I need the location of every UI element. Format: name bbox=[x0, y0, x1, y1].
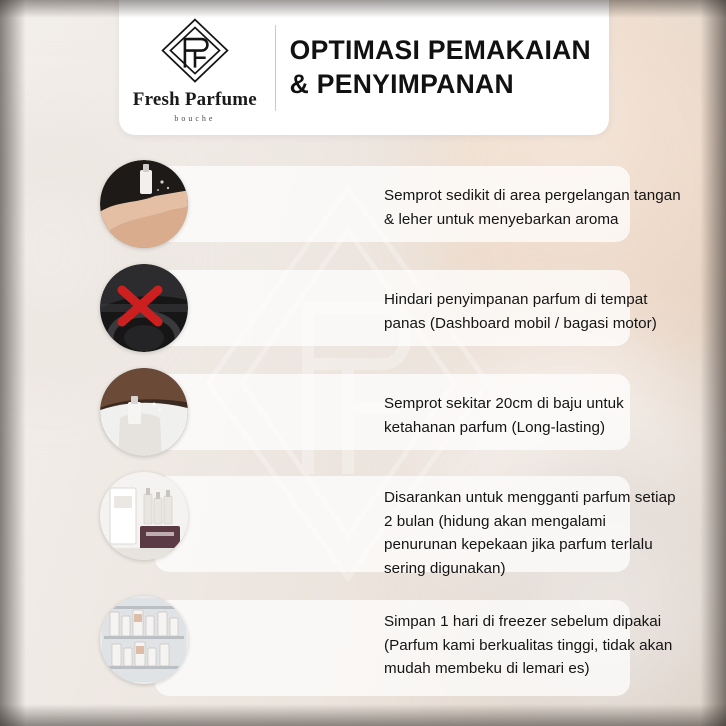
brand-subtitle: bouche bbox=[174, 114, 216, 123]
list-item bbox=[0, 264, 726, 352]
diamond-monogram-fp-icon bbox=[159, 16, 231, 84]
tip-text: Semprot sedikit di area pergelangan tangan & leher untuk menyebarkan aroma bbox=[384, 187, 681, 228]
header-divider bbox=[275, 25, 276, 111]
list-item bbox=[0, 368, 726, 456]
list-item bbox=[0, 472, 726, 580]
perfume-bottles-box-photo-icon bbox=[100, 472, 188, 560]
fridge-shelf-photo-icon bbox=[100, 596, 188, 684]
page-title bbox=[290, 34, 609, 102]
header-card bbox=[119, 0, 609, 135]
tips-list bbox=[0, 160, 726, 720]
page-title-line-2: & PENYIMPANAN bbox=[289, 68, 514, 99]
brand-block bbox=[119, 12, 271, 123]
list-item bbox=[0, 160, 726, 248]
brand-name: Fresh Parfume bbox=[132, 89, 257, 110]
tip-text: Semprot sekitar 20cm di baju untuk ketahanan parfum (Long-lasting) bbox=[384, 395, 624, 436]
list-item bbox=[0, 596, 726, 704]
car-dashboard-forbidden-photo-icon bbox=[100, 264, 188, 352]
tip-text: Hindari penyimpanan parfum di tempat panas (Dashboard mobil / bagasi motor) bbox=[384, 291, 657, 332]
tip-text: Simpan 1 hari di freezer sebelum dipakai (Parfum kami berkualitas tinggi, tidak akan mudah membeku di lemari es) bbox=[384, 613, 673, 678]
wrist-spray-photo-icon bbox=[100, 160, 188, 248]
spray-on-shirt-photo-icon bbox=[100, 368, 188, 456]
page-title-line-1: OPTIMASI PEMAKAIAN bbox=[289, 34, 591, 65]
tip-text: Disarankan untuk mengganti parfum setiap 2 bulan (hidung akan mengalami penurunan kepekaan jika parfum terlalu sering digunakan) bbox=[384, 489, 676, 577]
